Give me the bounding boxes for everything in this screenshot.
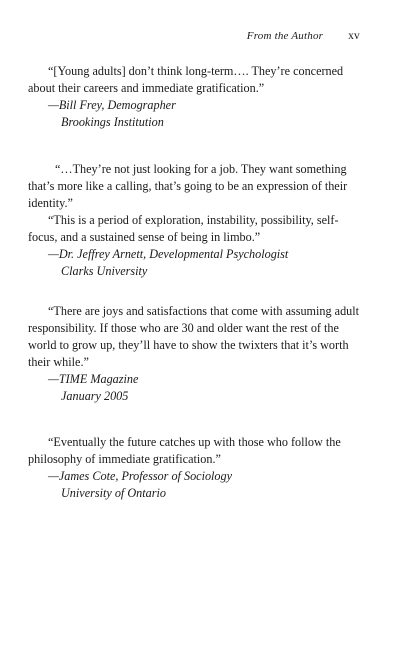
quote-affiliation: January 2005 xyxy=(61,389,129,403)
quote-affiliation: Clarks University xyxy=(61,264,148,278)
quote-block xyxy=(28,434,360,502)
quote-attribution: —James Cote, Professor of Sociology xyxy=(48,469,233,483)
quote-text: “Eventually the future catches up with those who follow the philosophy of immediate gratification.” xyxy=(28,435,341,466)
quote-text: “[Young adults] don’t think long-term…. They’re concerned about their careers and immediate gratification.” xyxy=(28,64,344,95)
quote-block xyxy=(28,63,360,131)
quote-attribution: —Dr. Jeffrey Arnett, Developmental Psychologist xyxy=(48,247,289,261)
quote-block xyxy=(28,161,360,280)
quote-text: “…They’re not just looking for a job. They want something that’s more like a calling, that’s going to be an expression of their identity.” xyxy=(28,162,348,210)
quote-attribution: —Bill Frey, Demographer xyxy=(48,98,176,112)
running-head-section-title: From the Author xyxy=(246,30,324,42)
quote-text: “There are joys and satisfactions that come with assuming adult responsibility. If those who are 30 and older want the rest of the world to grow up, they’ll have to show the twixters that it’s worth their while.” xyxy=(28,304,360,369)
quote-affiliation: University of Ontario xyxy=(61,486,166,500)
running-head xyxy=(247,30,360,42)
quote-attribution: —TIME Magazine xyxy=(48,372,139,386)
quote-text: “This is a period of exploration, instability, possibility, self-focus, and a sustained sense of being in limbo.” xyxy=(28,213,339,244)
quote-block xyxy=(28,303,360,405)
page-number: xv xyxy=(348,30,360,42)
quote-affiliation: Brookings Institution xyxy=(61,115,164,129)
